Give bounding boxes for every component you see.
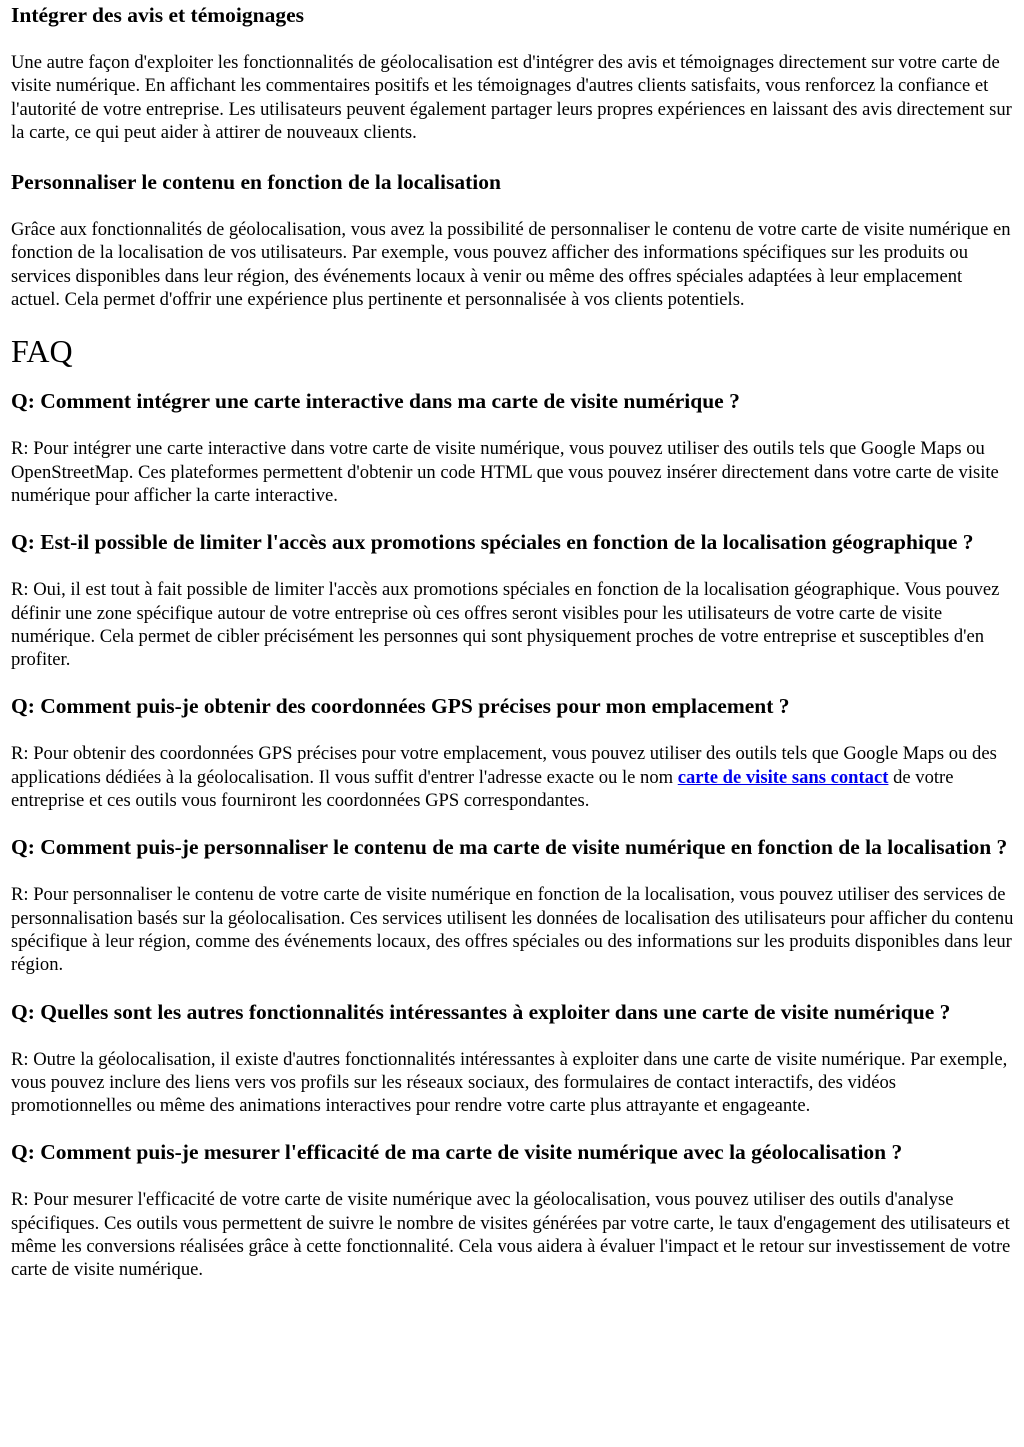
faq-question-1: Q: Comment intégrer une carte interactive dans ma carte de visite numérique ? xyxy=(11,389,740,414)
section-title-personnaliser: Personnaliser le contenu en fonction de la localisation xyxy=(11,170,501,195)
faq-answer-4: R: Pour personnaliser le contenu de votre carte de visite numérique en fonction de la localisation, vous pouvez utiliser des services de personnalisation basés sur la géolocalisation. Ces services utilisent les données de localisation des utilisateurs pour afficher du contenu spécifique à leur région, comme des événements locaux, des offres spéciales ou des informations sur les produits disponibles dans leur région. xyxy=(11,884,1014,976)
section-title-avis: Intégrer des avis et témoignages xyxy=(11,3,304,27)
faq-question-6: Q: Comment puis-je mesurer l'efficacité de ma carte de visite numérique avec la géolocalisation ? xyxy=(11,1140,903,1165)
faq-question-4: Q: Comment puis-je personnaliser le contenu de ma carte de visite numérique en fonction de la localisation ? xyxy=(11,835,1008,860)
faq-question-3: Q: Comment puis-je obtenir des coordonnées GPS précises pour mon emplacement ? xyxy=(11,694,790,719)
faq-answer-1: R: Pour intégrer une carte interactive dans votre carte de visite numérique, vous pouvez utiliser des outils tels que Google Maps ou OpenStreetMap. Ces plateformes permettent d'obtenir un code HTML que vous pouvez insérer directement dans votre carte de visite numérique pour afficher la carte interactive. xyxy=(11,438,999,506)
section-body-personnaliser: Grâce aux fonctionnalités de géolocalisation, vous avez la possibilité de personnaliser le contenu de votre carte de visite numérique en fonction de la localisation de vos utilisateurs. Par exemple, vous pouvez afficher des informations spécifiques sur les produits ou services disponibles dans leur région, des événements locaux à venir ou même des offres spéciales adaptées à leur emplacement actuel. Cela permet d'offrir une expérience plus pertinente et personnalisée à vos clients potentiels. xyxy=(11,219,1011,311)
faq-heading: FAQ xyxy=(11,333,73,370)
faq-answer-3-before: R: Pour obtenir des coordonnées GPS précises pour votre emplacement, vous pouvez utiliser des outils tels que Google Maps ou des applications dédiées à la géolocalisation. Il vous suffit d'entrer l'adresse exacte ou le nom xyxy=(11,743,997,788)
document-page xyxy=(0,1,1024,1282)
faq-question-5: Q: Quelles sont les autres fonctionnalités intéressantes à exploiter dans une carte de visite numérique ? xyxy=(11,999,951,1024)
faq-answer-5: R: Outre la géolocalisation, il existe d'autres fonctionnalités intéressantes à exploiter dans une carte de visite numérique. Par exemple, vous pouvez inclure des liens vers vos profils sur les réseaux sociaux, des formulaires de contact interactifs, des vidéos promotionnelles ou même des animations interactives pour rendre votre carte plus attrayante et engageante. xyxy=(11,1048,1008,1117)
section-body-avis: Une autre façon d'exploiter les fonctionnalités de géolocalisation est d'intégrer des avis et témoignages directement sur votre carte de visite numérique. En affichant les commentaires positifs et les témoignages d'autres clients satisfaits, vous renforcez la confiance et l'autorité de votre entreprise. Les utilisateurs peuvent également partager leurs propres expériences en laissant des avis directement sur la carte, ce qui peut aider à attirer de nouveaux clients. xyxy=(11,52,1012,143)
faq-answer-6: R: Pour mesurer l'efficacité de votre carte de visite numérique avec la géolocalisation, vous pouvez utiliser des outils d'analyse spécifiques. Ces outils vous permettent de suivre le nombre de visites générées par votre carte, le taux d'engagement des utilisateurs et même les conversions réalisées grâce à cette fonctionnalité. Cela vous aidera à évaluer l'impact et le retour sur investissement de votre carte de visite numérique. xyxy=(11,1189,1011,1281)
faq-answer-2: R: Oui, il est tout à fait possible de limiter l'accès aux promotions spéciales en fonction de la localisation géographique. Vous pouvez définir une zone spécifique autour de votre entreprise où ces offres seront visibles pour les utilisateurs de votre carte de visite numérique. Cela permet de cibler précisément les personnes qui sont physiquement proches de votre entreprise et susceptibles d'en profiter. xyxy=(11,579,1000,671)
faq-answer-3-after: de votre entreprise et ces outils vous fourniront les coordonnées GPS correspondantes. xyxy=(11,766,954,812)
faq-question-2: Q: Est-il possible de limiter l'accès aux promotions spéciales en fonction de la localisation géographique ? xyxy=(11,530,974,555)
carte-de-visite-sans-contact-link[interactable]: carte de visite sans contact xyxy=(677,766,889,788)
faq-answer-3 xyxy=(11,742,1014,812)
